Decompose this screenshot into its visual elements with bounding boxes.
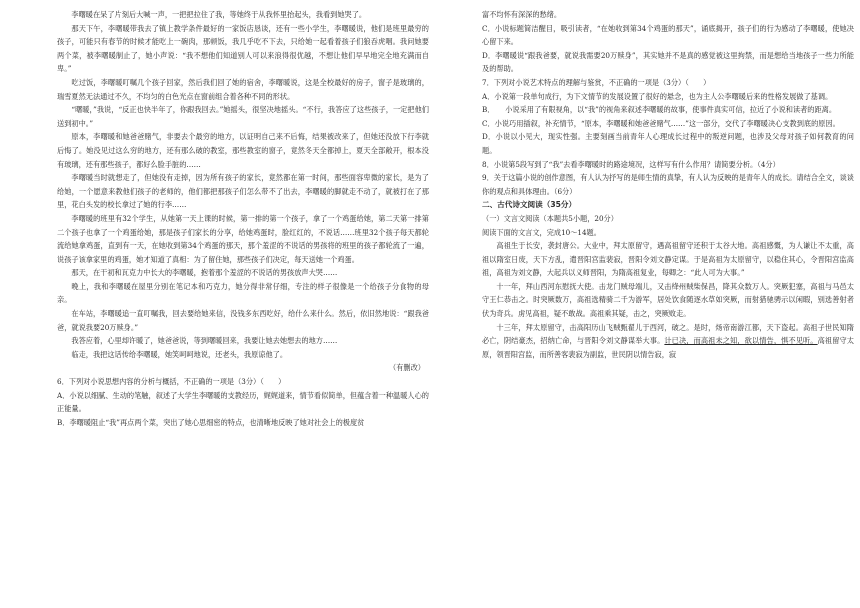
story-paragraph-4: “曙暖，”我说，“反正也快半年了，你跟我回去。”她摇头，很坚决地摇头。“不行，我答应了这些孩子，一定把他们送到初中。” [57, 105, 429, 128]
question-7-option-c: C．小说巧用插叙，补充情节，“原本，李曙暖和她爸爸赌气……”这一部分，交代了李曙暖决心支教到底的原因。 [482, 118, 840, 128]
story-paragraph-1: 李曙暖在呆了片刻后大喊一声，一把把拉住了我，等她终于从我怀里抬起头，我看到她哭了。 [71, 10, 367, 19]
classical-paragraph-3-text-after: 高祖留守太原，领晋阳宫监，而所善客裴寂为副监，世民阴以情告寂，寂 [482, 336, 854, 359]
question-6-option-c: C．小说标题简洁醒目，吸引读者，“在她收到第34个鸡蛋的那天”，诵底揭开，孩子们的行为感动了李曙暖，使她决心留下来。 [482, 23, 854, 47]
story-paragraph-9: 晚上，我和李曙暖在屋里分别在笔记本和巧克力，她分得非常仔细，专注的样子很像是一个给孩子分食物的母亲。 [57, 281, 429, 305]
classical-paragraph-2: 十一年，拜山西河东慰抚大使。击龙门贼母端儿，又击绛州贼柴保昌，降其众数万人。突厥犯塞，高祖与马邑太守王仁恭击之。时突厥数万，高祖选精骑二千为游军，居处饮食随逐水草如突厥，而射猎驰骋示以闲暇，别选善射者伏为奇兵。虏见高祖，疑不敢战。高祖乘其疑，击之，突厥败走。 [482, 281, 854, 319]
section-title: 二、古代诗文阅读（35分） [482, 200, 577, 210]
question-6-option-b: B．李曙暖阻止“我”再点两个菜，突出了她心思细密的特点，也清晰地反映了她对社会上的极度贫 [57, 417, 365, 427]
question-6-option-d: D．李曙暖说“跟我爸要，就说我需要20万赎身”，其实她并不是真的感觉被这里拘禁，而是想给当地孩子一些力所能及的帮助。 [482, 50, 854, 74]
question-7-option-a: A．小说第一段单句成行，为下文情节的发展设置了很好的悬念，也为主人公李曙暖后来的性格发展做了基调。 [482, 91, 833, 101]
left-column [57, 8, 429, 429]
reading-instruction: 阅读下面的文言文，完成10～14题。 [482, 227, 601, 237]
classical-paragraph-3-text-before: 十三年，拜太原留守，击高阳历山飞贼甄翟儿于西河，破之。是时，炀帝南游江都，天下盗起。高祖子世民知隋必亡，阴结豪杰，招纳亡命，与晋阳令刘文静谋举大事。 [482, 322, 854, 346]
story-paragraph-3: 吃过饭，李曙暖叮嘱几个孩子回家，然后我们回了她的宿舍，李曙暖说，这是全校最好的房子，窗子是玻璃的，瑞雪夏然无法通过不久，不均匀的白色光点在窗前组合着各种不同的形状。 [57, 77, 429, 101]
story-paragraph-6: 李曙暖当时就想走了，但她没有走掉，因为所有孩子的家长，竟然都在第一时间，那些面容卑微的家长，是为了给她，一个愿意来教他们孩子的老师的，他们都把那孩子们怎么带不了出去，李曙暖的脚就走不动了，就被打在了那里，花白头发的校长拿过了她的行李…… [57, 173, 429, 210]
story-paragraph-12: 临走，我把这话传给李曙暖，她笑呵呵地说，还老头，我原谅他了。 [71, 349, 288, 359]
underlined-sentence: 计已决，而高祖未之知，欲以情告，惧不见听。 [664, 336, 818, 346]
classical-paragraph-1: 高祖生于长安，袭封唐公。大业中，拜太原留守，遇高祖留守还积于太谷大地。高祖感慨，为人谦让不太重，高祖以隋室日废，天下方乱，遣晋阳宫监裴寂，晋阳令刘文静定谋。于是高祖为太原留守，以稳住其心，令晋阳宫监高祖，高祖为刘文静，大起兵以义师晋阳，为隋高祖复业，每卿之：“此人可为大事。” [482, 241, 854, 278]
story-paragraph-11: 我答应着，心里却许暖了，她爸爸说，等到曙暖回来，我要让她去她想去的地方…… [71, 336, 338, 346]
question-6-b-continuation: 富不均怀有深深的愁绪。 [482, 10, 562, 19]
question-8: 8．小说第5段写到了“我”去看李曙暖时的路途境况，这样写有什么作用？请简要分析。（4分） [482, 159, 780, 169]
story-paragraph-7: 李曙暖的班里有32个学生，从她第一天上课的时候，第一排的第一个孩子，拿了一个鸡蛋给她，第二天第一排第二个孩子也拿了一个鸡蛋给她，那是孩子们家长的分享，给她鸡蛋时，脸红红的，不说话……班里32个孩子每天都轮流给她拿鸡蛋，直到有一天，在她收到第34个鸡蛋的那天，那个羞涩的不说话的男孩将的班里的孩子都轮流了一遍，说孩子该拿家里的鸡蛋，她才知道了真相：为了留住她，那些孩子们决定，每天送她一个鸡蛋。 [57, 213, 429, 264]
question-7-option-d: D．小说以小见大，现实性强。主要刻画当前青年人心理成长过程中的叛逆问题，也涉及父母对孩子如何教育的问题。 [482, 132, 854, 155]
right-column [482, 8, 854, 361]
story-paragraph-5: 原本，李曙暖和她爸爸赌气，非要去个最穷的地方，以证明自己来不后悔，结果被改来了，但她还没放下行李就后悔了。她没见过这么穷的地方，还有那么破的教室，那些教室的窗子，竟然冬天全都掉上，夏天全部敞开，根本没有玻璃，还有那些孩子，都好么脸手脏的…… [57, 132, 429, 169]
classical-paragraph-3 [482, 321, 854, 362]
question-9: 9．关于这篇小说的创作意图，有人认为抒写的是师生情的真挚，有人认为反映的是青年人的成长。请结合全文，谈谈你的观点和具体理由。（6分） [482, 173, 854, 196]
question-6-option-a: A．小说以细腻、生动的笔触，叙述了大学生李曙暖的支教经历，娓娓道来，情节看似简单，但蕴含着一种温暖人心的正能量。 [57, 390, 429, 414]
story-paragraph-2: 那天下午，李曙暖带我去了镇上教学条件最好的一家饭店恳谈，还有一些小学生，李曙暖说，他们是班里最穷的孩子，可能只有春节的时候才能吃上一碗肉，那顿饭，我几乎吃不下去，只给她一起看着孩子们狼吞虎咽。我问她要两个菜，被李曙暖制止了，她小声说：“我不想他们知道别人可以来浪得很优越，不想让他们早早地完全地充满而自卑。” [57, 23, 429, 74]
question-6-stem: 6．下列对小说思想内容的分析与概括，不正确的一项是（3分）（ ） [57, 377, 286, 387]
story-paragraph-8: 那天，在干初和瓦克力中长大的李曙暖，抱着那个羞涩的不说话的男孩放声大哭…… [71, 268, 338, 278]
question-7-stem: 7．下列对小说艺术特点的理解与鉴赏，不正确的一项是（3分）（ ） [482, 77, 711, 87]
story-paragraph-10: 在车站，李曙暖追一直叮嘱我，回去要给她来信，没钱多东西吃好，给什么来什么。然后，依旧然地说：“跟我爸爸，就说我要20万赎身。” [57, 309, 429, 332]
source-note: （有删改） [389, 363, 425, 373]
question-7-option-b: B． 小说采用了有限视角，以“我”的视角来叙述李曙暖的故事，使事件真实可信，拉近了小说和读者的距离。 [482, 105, 837, 115]
subsection-title: （一）文言文阅读（本题共5小题，20分） [482, 213, 618, 223]
